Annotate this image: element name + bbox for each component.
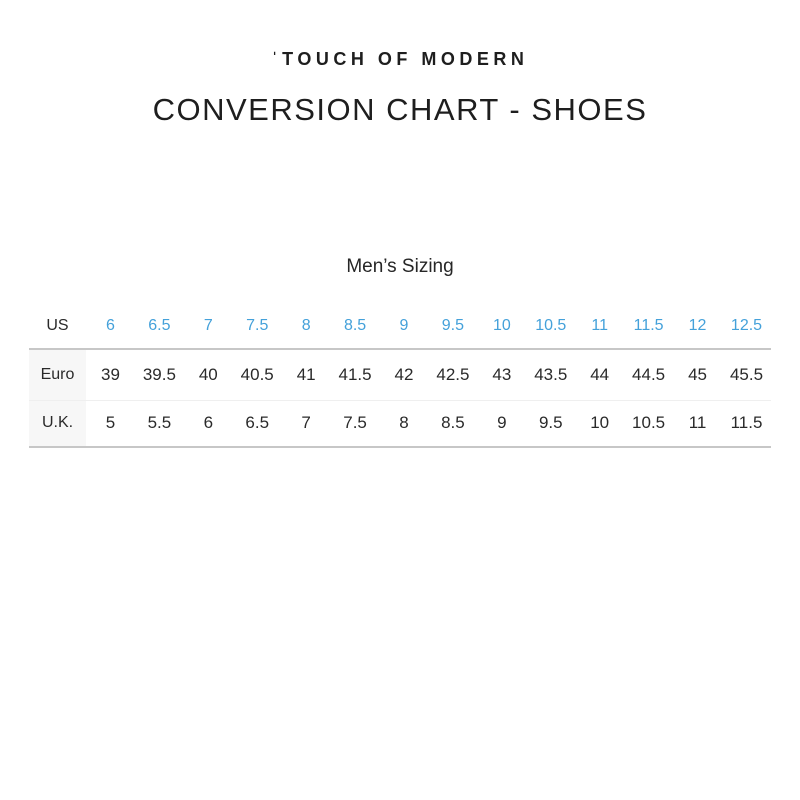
row-label-euro: Euro xyxy=(29,349,86,400)
uk-size-cell: 11.5 xyxy=(722,400,771,447)
logo-tick-icon: ˈ xyxy=(271,49,283,69)
euro-size-cell: 41.5 xyxy=(331,349,380,400)
us-size-cell: 7 xyxy=(184,304,233,349)
us-size-cell: 7.5 xyxy=(233,304,282,349)
euro-size-cell: 44 xyxy=(575,349,624,400)
us-size-cell: 9 xyxy=(380,304,429,349)
euro-size-cell: 39 xyxy=(86,349,135,400)
us-size-cell: 9.5 xyxy=(428,304,477,349)
euro-size-cell: 42 xyxy=(380,349,429,400)
euro-size-cell: 42.5 xyxy=(428,349,477,400)
us-size-cell: 12.5 xyxy=(722,304,771,349)
uk-size-cell: 6 xyxy=(184,400,233,447)
us-size-cell: 12 xyxy=(673,304,722,349)
euro-size-cell: 45 xyxy=(673,349,722,400)
uk-size-cell: 9.5 xyxy=(526,400,575,447)
uk-size-cell: 8.5 xyxy=(428,400,477,447)
us-size-cell: 10.5 xyxy=(526,304,575,349)
table-row-uk xyxy=(29,400,771,447)
us-size-cell: 6.5 xyxy=(135,304,184,349)
uk-size-cell: 8 xyxy=(380,400,429,447)
uk-size-cell: 5 xyxy=(86,400,135,447)
brand-logo xyxy=(0,0,800,70)
row-label-uk: U.K. xyxy=(29,400,86,447)
uk-size-cell: 11 xyxy=(673,400,722,447)
us-size-cell: 11 xyxy=(575,304,624,349)
euro-size-cell: 44.5 xyxy=(624,349,673,400)
table-row-euro xyxy=(29,349,771,400)
page-title: CONVERSION CHART - SHOES xyxy=(152,92,648,127)
uk-size-cell: 7 xyxy=(282,400,331,447)
uk-size-cell: 7.5 xyxy=(331,400,380,447)
euro-size-cell: 45.5 xyxy=(722,349,771,400)
uk-size-cell: 6.5 xyxy=(233,400,282,447)
euro-size-cell: 40.5 xyxy=(233,349,282,400)
shoe-size-conversion-table xyxy=(29,304,771,448)
euro-size-cell: 43.5 xyxy=(526,349,575,400)
section-subtitle: Men’s Sizing xyxy=(346,256,454,277)
uk-size-cell: 10.5 xyxy=(624,400,673,447)
uk-size-cell: 10 xyxy=(575,400,624,447)
us-size-cell: 11.5 xyxy=(624,304,673,349)
us-size-cell: 10 xyxy=(477,304,526,349)
row-label-us: US xyxy=(29,304,86,349)
us-size-cell: 8 xyxy=(282,304,331,349)
uk-size-cell: 5.5 xyxy=(135,400,184,447)
euro-size-cell: 41 xyxy=(282,349,331,400)
us-size-cell: 8.5 xyxy=(331,304,380,349)
euro-size-cell: 39.5 xyxy=(135,349,184,400)
logo-text: TOUCH OF MODERN xyxy=(282,49,529,69)
table-row-us xyxy=(29,304,771,349)
euro-size-cell: 43 xyxy=(477,349,526,400)
uk-size-cell: 9 xyxy=(477,400,526,447)
euro-size-cell: 40 xyxy=(184,349,233,400)
us-size-cell: 6 xyxy=(86,304,135,349)
